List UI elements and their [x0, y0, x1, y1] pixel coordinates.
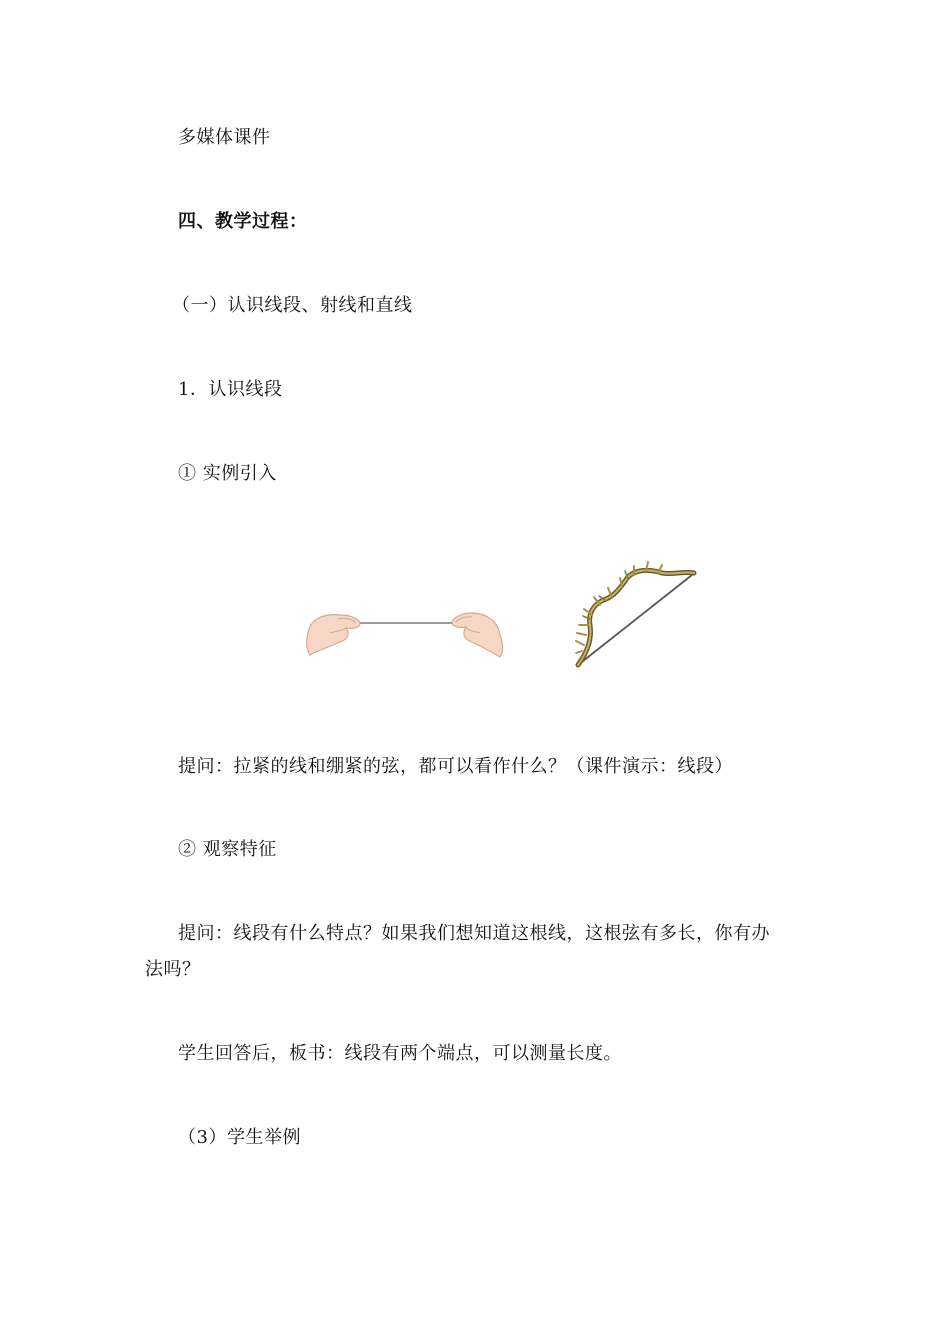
item-heading: 1．认识线段	[178, 379, 283, 400]
example-figure	[300, 555, 710, 675]
question-1-text: 提问：拉紧的线和绷紧的弦，都可以看作什么？（课件演示：线段）	[178, 756, 733, 777]
answer-note-text: 学生回答后，板书：线段有两个端点，可以测量长度。	[178, 1043, 622, 1064]
materials-text: 多媒体课件	[178, 127, 271, 148]
question-2-line-1: 提问：线段有什么特点？如果我们想知道这根线，这根弦有多长，你有办	[178, 923, 770, 944]
bow-icon	[576, 562, 694, 665]
hands-holding-string-icon	[307, 613, 503, 657]
subsection-heading: （一）认识线段、射线和直线	[172, 295, 413, 316]
step-3-text: （3）学生举例	[178, 1127, 301, 1148]
step-2-text: ② 观察特征	[178, 839, 277, 860]
section-heading: 四、教学过程：	[178, 211, 308, 232]
question-2-line-2: 法吗？	[145, 959, 201, 980]
step-1-text: ① 实例引入	[178, 463, 277, 484]
